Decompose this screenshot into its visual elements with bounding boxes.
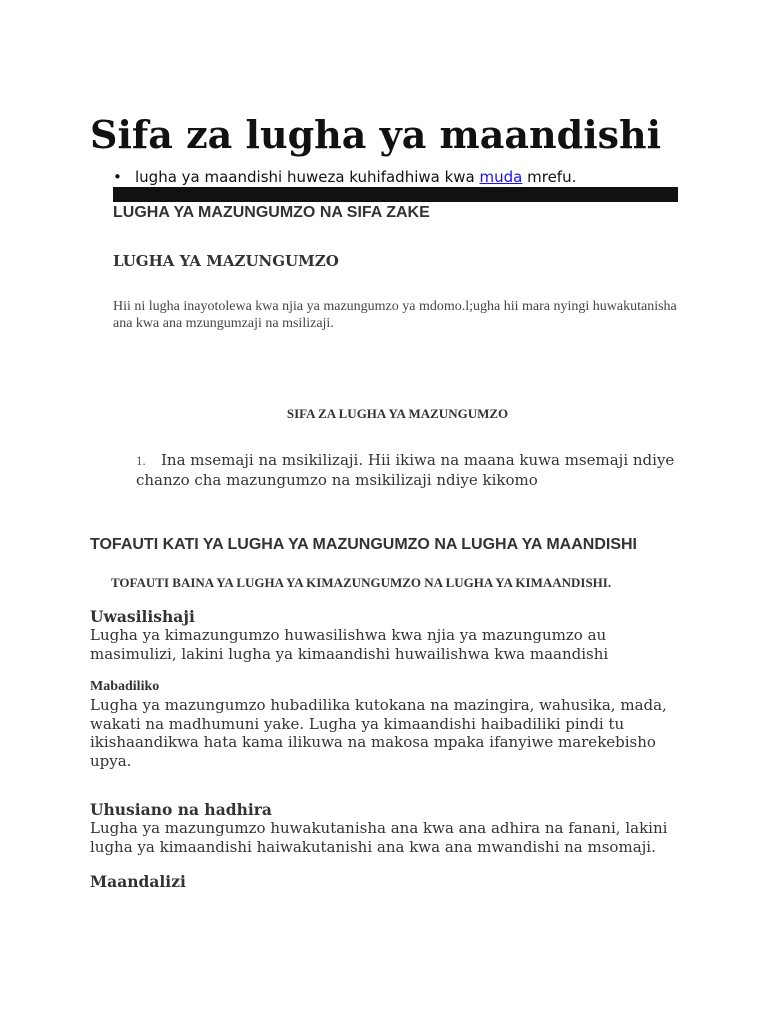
section-heading-tofauti: TOFAUTI KATI YA LUGHA YA MAZUNGUMZO NA LUGHA YA MAANDISHI <box>90 536 637 553</box>
subheading-tofauti-baina: TOFAUTI BAINA YA LUGHA YA KIMAZUNGUMZO NA LUGHA YA KIMAANDISHI. <box>111 575 612 590</box>
numbered-list-item <box>136 451 696 489</box>
definition-paragraph: Hii ni lugha inayotolewa kwa njia ya mazungumzo ya mdomo.l;ugha hii mara nyingi huwakutanisha ana kwa ana mzungumzaji na msilizaji. <box>113 299 677 331</box>
heading-uwasilishaji: Uwasilishaji <box>90 607 195 626</box>
sifa-heading: SIFA ZA LUGHA YA MAZUNGUMZO <box>286 406 509 421</box>
bullet-icon: • <box>113 168 122 186</box>
heading-mabadiliko: Mabadiliko <box>90 679 160 694</box>
heading-uhusiano: Uhusiano na hadhira <box>90 800 272 819</box>
bullet-text-before: lugha ya maandishi huweza kuhifadhiwa kwa <box>135 168 480 186</box>
bullet-text-after: mrefu. <box>522 168 577 186</box>
black-divider-bar <box>113 187 678 202</box>
paragraph-uwasilishaji: Lugha ya kimazungumzo huwasilishwa kwa njia ya mazungumzo au masimulizi, lakini lugha ya kimaandishi huwailishwa kwa maandishi <box>90 626 609 663</box>
muda-link[interactable]: muda <box>479 168 523 186</box>
bullet-list <box>113 168 576 186</box>
list-item-text: Ina msemaji na msikilizaji. Hii ikiwa na maana kuwa msemaji ndiye chanzo cha mazungumzo na msikilizaji ndiye kikomo <box>136 451 675 489</box>
numbered-list <box>136 451 696 489</box>
list-number: 1. <box>136 453 146 468</box>
list-item <box>113 168 576 186</box>
paragraph-mabadiliko: Lugha ya mazungumzo hubadilika kutokana na mazingira, wahusika, mada, wakati na madhumuni yake. Lugha ya kimaandishi haibadiliki pindi tu ikishaandikwa hata kama ilikuwa na makosa mpaka ifanyiwe marekebisho upya. <box>90 696 667 770</box>
page-title: Sifa za lugha ya maandishi <box>90 112 662 157</box>
paragraph-uhusiano: Lugha ya mazungumzo huwakutanisha ana kwa ana adhira na fanani, lakini lugha ya kimaandishi haiwakutanishi ana kwa ana mwandishi na msomaji. <box>90 819 668 856</box>
subheading-lugha-ya-mazungumzo: LUGHA YA MAZUNGUMZO <box>113 252 339 270</box>
section-heading-mazungumzo: LUGHA YA MAZUNGUMZO NA SIFA ZAKE <box>113 204 430 221</box>
heading-maandalizi: Maandalizi <box>90 872 186 891</box>
